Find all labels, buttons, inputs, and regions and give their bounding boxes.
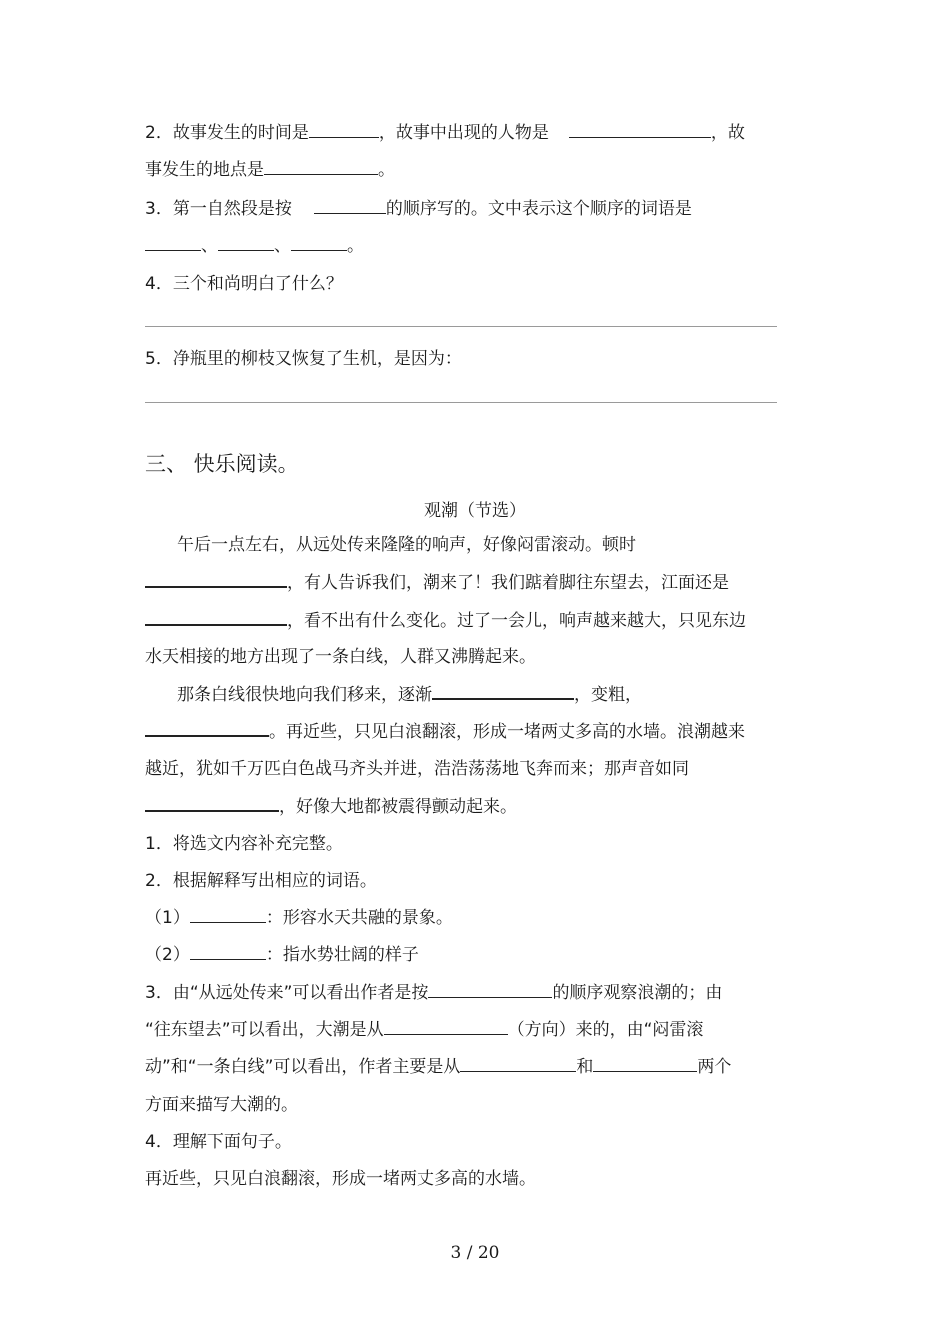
passage-text: 那条白线很快地向我们移来，逐渐: [177, 685, 432, 705]
separator: 、: [201, 236, 218, 256]
reading-question-3-line-4: 方面来描写大潮的。: [145, 1095, 298, 1115]
question-text: 和: [576, 1057, 594, 1077]
answer-blank[interactable]: [145, 719, 269, 737]
reading-question-4: 4．理解下面句子。: [145, 1132, 292, 1152]
item-number: （2）: [145, 945, 190, 965]
item-number: （1）: [145, 908, 190, 928]
answer-blank[interactable]: [428, 981, 552, 998]
passage-text: 。再近些，只见白浪翻滚，形成一堵两丈多高的水墙。浪潮越来: [269, 722, 745, 742]
answer-blank[interactable]: [145, 234, 201, 251]
answer-blank[interactable]: [190, 943, 266, 960]
answer-blank[interactable]: [264, 158, 378, 175]
answer-blank[interactable]: [432, 682, 574, 700]
question-2-text: 2．故事发生的时间是: [145, 123, 309, 143]
question-2-line-2: [145, 158, 395, 182]
answer-blank[interactable]: [291, 234, 347, 251]
answer-blank[interactable]: [145, 794, 279, 812]
reading-question-3-line-3: [145, 1055, 731, 1079]
question-text: （方向）来的，由“闷雷滚: [507, 1020, 704, 1040]
question-2-line-1: [145, 121, 745, 145]
answer-blank[interactable]: [309, 121, 379, 138]
reading-question-3-line-2: [145, 1018, 703, 1042]
answer-blank[interactable]: [145, 570, 287, 588]
answer-blank[interactable]: [460, 1055, 576, 1072]
question-2-text: ，故事中出现的人物是: [378, 123, 549, 143]
reading-question-1: 1．将选文内容补充完整。: [145, 834, 343, 854]
passage-line: [145, 794, 517, 819]
reading-question-2-2: [145, 943, 419, 967]
question-text: 3．由“从远处传来”可以看出作者是按: [145, 983, 429, 1003]
reading-question-4-sentence: 再近些，只见白浪翻滚，形成一堵两丈多高的水墙。: [145, 1169, 536, 1189]
question-3-text: 的顺序写的。文中表示这个顺序的词语是: [385, 199, 692, 219]
passage-text: ，看不出有什么变化。过了一会儿，响声越来越大，只见东边: [287, 611, 746, 631]
passage-line: [145, 719, 745, 744]
question-text: 的顺序观察浪潮的；由: [552, 983, 723, 1003]
question-3-text: 3．第一自然段是按: [145, 199, 292, 219]
question-3-line-2: [145, 234, 364, 258]
passage-line: [177, 682, 642, 707]
answer-blank[interactable]: [218, 234, 274, 251]
passage-line: 水天相接的地方出现了一条白线，人群又沸腾起来。: [145, 647, 536, 667]
reading-question-2-1: [145, 906, 453, 930]
answer-blank[interactable]: [190, 906, 266, 923]
question-5-text: 5．净瓶里的柳枝又恢复了生机，是因为：: [145, 349, 462, 369]
passage-title: 观潮（节选）: [424, 501, 526, 521]
passage-line: 午后一点左右，从远处传来隆隆的响声，好像闷雷滚动。顿时: [177, 535, 636, 555]
item-text: ：形容水天共融的景象。: [265, 908, 453, 928]
passage-line: [145, 608, 746, 633]
question-2-text: ，故: [710, 123, 745, 143]
separator: 。: [347, 236, 364, 256]
question-3-line-1: [145, 197, 692, 221]
question-text: “往东望去”可以看出，大潮是从: [145, 1020, 384, 1040]
question-2-text: 。: [378, 160, 395, 180]
question-4-text: 4．三个和尚明白了什么？: [145, 274, 343, 294]
question-text: 动”和“一条白线”可以看出，作者主要是从: [145, 1057, 461, 1077]
passage-text: ，好像大地都被震得颤动起来。: [279, 797, 517, 817]
answer-blank[interactable]: [145, 608, 287, 626]
page-number: 3 / 20: [450, 1243, 500, 1263]
passage-line: 越近，犹如千万匹白色战马齐头并进，浩浩荡荡地飞奔而来；那声音如同: [145, 759, 689, 779]
separator: 、: [274, 236, 291, 256]
passage-text: ，变粗，: [574, 685, 642, 705]
answer-blank[interactable]: [384, 1018, 508, 1035]
passage-line: [145, 570, 729, 595]
answer-blank[interactable]: [314, 197, 386, 214]
question-text: 两个: [697, 1057, 732, 1077]
passage-text: ，有人告诉我们，潮来了！我们踮着脚往东望去，江面还是: [287, 573, 729, 593]
answer-blank[interactable]: [569, 121, 711, 138]
reading-question-3-line-1: [145, 981, 722, 1005]
answer-line[interactable]: [145, 402, 777, 403]
section-heading: 三、 快乐阅读。: [145, 452, 299, 476]
answer-blank[interactable]: [593, 1055, 697, 1072]
question-2-text: 事发生的地点是: [145, 160, 264, 180]
item-text: ：指水势壮阔的样子: [265, 945, 419, 965]
reading-question-2: 2．根据解释写出相应的词语。: [145, 871, 377, 891]
answer-line[interactable]: [145, 326, 777, 327]
